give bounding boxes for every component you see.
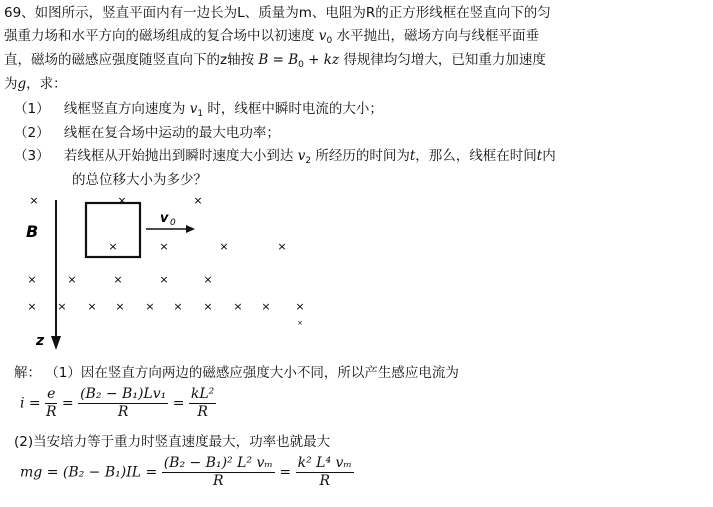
question-3: [14, 147, 556, 170]
field-cross: ×: [159, 273, 169, 286]
question-text: 若线框从开始抛出到瞬时速度大小到达: [63, 148, 294, 164]
eq1-equals: =: [172, 395, 185, 412]
question-text: 线框竖直方向速度为: [63, 101, 186, 117]
problem-line-1: [4, 4, 551, 22]
var-v2-sub: 2: [305, 156, 312, 166]
problem-text: 强重力场和水平方向的磁场组成的复合场中以初速度: [4, 28, 315, 44]
field-cross: ×: [203, 300, 213, 313]
velocity-arrowhead: [186, 225, 195, 233]
problem-text: 水平抛出，磁场方向与线框平面垂: [336, 28, 539, 44]
problem-line-3: [4, 51, 546, 74]
field-cross: ×: [57, 300, 67, 313]
solution-label: 解：: [14, 365, 41, 381]
field-cross: ×: [87, 300, 97, 313]
eq1-equals: =: [61, 395, 74, 412]
problem-line-2: [4, 27, 539, 50]
label-z: z: [36, 333, 45, 349]
question-text: ，那么，线框在时间: [415, 148, 537, 164]
question-2: [14, 124, 280, 142]
problem-text: 69、如图所示，竖直平面内有一边长为L、质量为m、电阻为R的正方形线框在竖直向下的匀: [4, 5, 551, 21]
problem-text: 为: [4, 76, 18, 92]
field-cross: ×: [173, 300, 183, 313]
field-cross: ×: [29, 194, 39, 207]
magnetic-field-figure: [18, 190, 318, 355]
field-cross: ×: [108, 240, 118, 253]
eq1-lhs: i =: [20, 395, 41, 412]
question-text: 内: [542, 148, 556, 164]
eq2-lhs: mg = (B₂ − B₁)IL =: [20, 464, 158, 481]
eq1-frac-e-over-r: $\frac{e}{R}$: [46, 386, 57, 420]
formula-b: B = B: [258, 52, 299, 68]
z-axis-arrowhead: [51, 336, 61, 350]
var-g: g: [17, 76, 27, 92]
eq2-frac-2: $\frac{\text{k² L⁴ vₘ}}{R}$: [297, 455, 353, 489]
field-cross: ×: [27, 273, 37, 286]
question-text: 时，线框中瞬时电流的大小；: [207, 101, 383, 117]
label-b: B: [26, 222, 39, 241]
eq2-frac-1: $\frac{\text{(B₂ − B₁)² L² vₘ}}{R}$: [163, 455, 273, 489]
var-v1-sub: 1: [197, 109, 204, 119]
var-v2: v: [297, 148, 306, 164]
label-v0: v: [160, 211, 169, 226]
field-cross: ×: [67, 273, 77, 286]
field-cross: ×: [113, 273, 123, 286]
question-text: 线框在复合场中运动的最大电功率；: [63, 125, 280, 141]
solution-text: （1）因在竖直方向两边的磁感应强度大小不同，所以产生感应电流为: [45, 365, 459, 381]
question-number: （2）: [14, 125, 50, 141]
problem-text: 得规律均匀增大，已知重力加速度: [343, 52, 546, 68]
field-cross: ×: [203, 273, 213, 286]
field-cross: ×: [117, 194, 127, 207]
field-cross: ×: [27, 300, 37, 313]
field-cross: ×: [277, 240, 287, 253]
field-cross: ×: [145, 300, 155, 313]
formula-kz: + kz: [303, 52, 340, 68]
label-v0-sub: 0: [170, 218, 176, 228]
question-text: 的总位移大小为多少？: [72, 172, 207, 188]
var-v0: v: [318, 28, 327, 44]
var-t: t: [409, 148, 416, 164]
question-number: （1）: [14, 101, 50, 117]
question-3-continuation: [72, 171, 207, 189]
eq2-equals: =: [279, 464, 292, 481]
question-1: [14, 100, 383, 123]
question-number: （3）: [14, 148, 50, 164]
field-cross: ×: [295, 300, 305, 313]
field-cross: ×: [115, 300, 125, 313]
var-v0-sub: 0: [326, 36, 333, 46]
field-cross: ×: [233, 300, 243, 313]
field-cross: ×: [193, 194, 203, 207]
field-cross: ×: [297, 319, 303, 327]
var-t: t: [536, 148, 543, 164]
eq1-frac-main: $\frac{\text{(B₂ − B₁)Lv₁}}{R}$: [80, 386, 167, 420]
field-cross: ×: [159, 240, 169, 253]
equation-1: [20, 386, 216, 421]
equation-2: [20, 455, 354, 490]
field-cross: ×: [219, 240, 229, 253]
solution-intro: [14, 364, 459, 382]
problem-line-4: [4, 75, 67, 93]
formula-b-sub: 0: [298, 60, 304, 70]
solution-text: (2)当安培力等于重力时竖直速度最大，功率也就最大: [14, 434, 331, 450]
field-cross: ×: [261, 300, 271, 313]
solution-part-2: [14, 433, 330, 451]
question-text: 所经历的时间为: [315, 148, 410, 164]
var-v1: v: [189, 101, 198, 117]
eq1-frac-result: $\frac{\text{kL²}}{R}$: [190, 386, 215, 420]
problem-text: 直，磁场的磁感应强度随竖直向下的z轴按: [4, 52, 255, 68]
problem-text: ，求：: [26, 76, 67, 92]
